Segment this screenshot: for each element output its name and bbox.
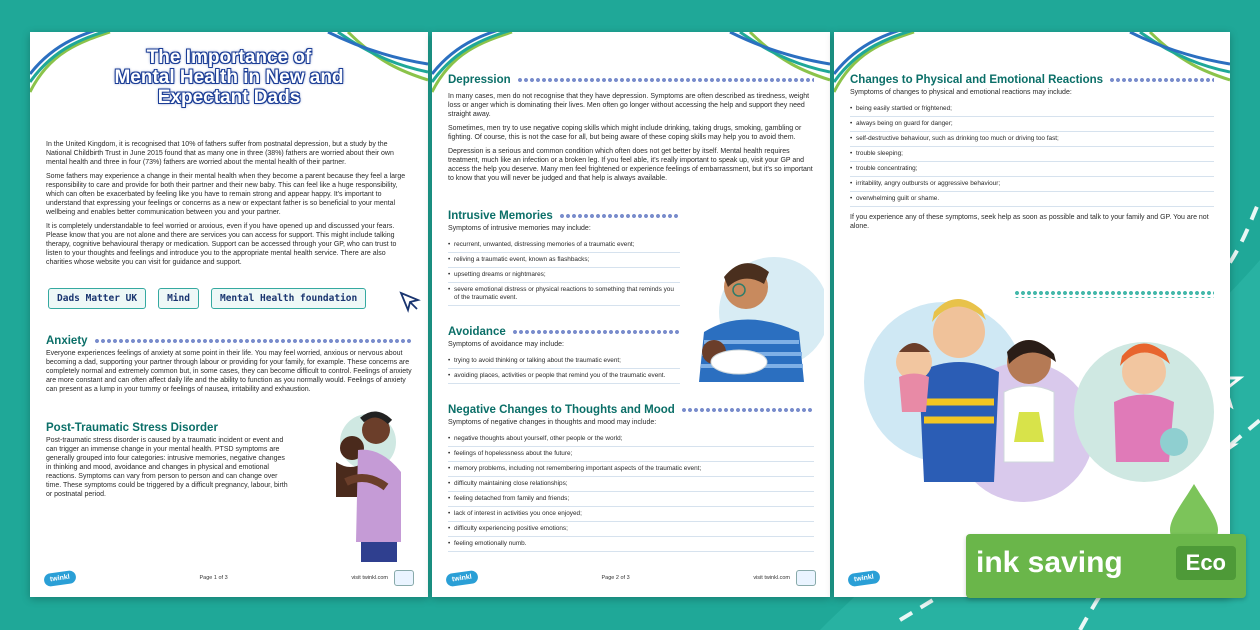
ptsd-section: [46, 422, 288, 504]
link-mind[interactable]: Mind: [158, 288, 199, 309]
intrusive-heading: Intrusive Memories: [448, 210, 553, 222]
ptsd-text: Post-traumatic stress disorder is caused by a traumatic incident or event and can trigger an immense change in your mental health. PTSD symptoms are generally grouped into four categories: intrusive memories, negative changes in thinking and mood, avoidance and changes in physical and emotional reactions. Symptoms can vary from person to person and can change over time. These symptoms could be triggered by a difficult pregnancy, labour, birth or postnatal period.: [46, 437, 288, 498]
eco-label: Eco: [1176, 546, 1236, 580]
link-dads-matter-uk[interactable]: Dads Matter UK: [48, 288, 146, 309]
ink-saving-badge: [966, 534, 1246, 598]
intro-paragraph: Some fathers may experience a change in their mental health when they become a parent because they feel a large responsibility to care and provide for both their partner and their new baby. This can feel like a huge responsibility, which can often be exacerbated by feeling like you have to remain strong and appear happy. It's important to understand that expressing your feelings or concerns as a new or expectant father is so beneficial to your mental wellbeing and enables better communication between you and your partner.: [46, 173, 406, 216]
intrusive-section: [448, 210, 680, 306]
reactions-heading: Changes to Physical and Emotional Reactions: [850, 74, 1104, 86]
list-item: • self-destructive behaviour, such as drinking too much or driving too fast;: [850, 132, 1214, 147]
list-item: • feeling emotionally numb.: [448, 537, 814, 552]
ptsd-heading: Post-Traumatic Stress Disorder: [46, 422, 218, 434]
dot-divider: [559, 213, 680, 219]
support-links: [48, 288, 388, 309]
dot-divider: [512, 329, 680, 335]
page-number: Page 1 of 3: [199, 575, 228, 581]
list-item: • negative thoughts about yourself, other people or the world;: [448, 432, 814, 447]
list-item: • memory problems, including not remembering important aspects of the traumatic event;: [448, 462, 814, 477]
site-link[interactable]: visit twinkl.com: [753, 575, 790, 581]
twinkl-logo[interactable]: twinkl: [43, 569, 76, 586]
list-item: • feelings of hopelessness about the future;: [448, 447, 814, 462]
list-item: • difficulty experiencing positive emotions;: [448, 522, 814, 537]
list-item: • upsetting dreams or nightmares;: [448, 268, 680, 283]
page-footer: [44, 567, 414, 589]
father-holding-baby-illustration: [684, 232, 824, 402]
twinkl-logo[interactable]: twinkl: [847, 569, 880, 586]
twinkl-logo[interactable]: twinkl: [445, 569, 478, 586]
anxiety-section: [46, 335, 412, 399]
list-item: • difficulty maintaining close relationships;: [448, 477, 814, 492]
list-item: • feeling detached from family and friends;: [448, 492, 814, 507]
anxiety-text: Everyone experiences feelings of anxiety at some point in their life. You may feel worried, anxious or nervous about becoming a dad, supporting your partner through labour or providing for your family, for example. These concerns are completely normal and extremely common but, in some cases, they can become difficult to control. Feelings of anxiety are more constant and can often affect daily life and the ability to function as you normally would. Feelings of anxiety can present as a lump in your tummy or feelings of nausea, irritability and exhaustion.: [46, 350, 412, 393]
intro-section: [46, 140, 412, 272]
avoidance-section: [448, 326, 680, 384]
reactions-outro: If you experience any of these symptoms, seek help as soon as possible and talk to your family and GP. You are not alone.: [850, 214, 1209, 230]
list-item: • irritability, angry outbursts or aggressive behaviour;: [850, 177, 1214, 192]
dot-divider: [94, 338, 412, 344]
negative-section: [448, 404, 814, 552]
list-item: • being easily startled or frightened;: [850, 102, 1214, 117]
intro-paragraph: It is completely understandable to feel worried or anxious, even if you have opened up and discussed your fears. Please know that you are not alone and there are services you can access for support. This might include talking therapy, cognitive behavioural therapy or medication. Support can be accessed through your GP, who can trust to listen to your thoughts and feelings and introduce you to the appropriate mental health service. There are also charities whose website you can visit for guidance and support.: [46, 223, 397, 266]
list-item: • trouble sleeping;: [850, 147, 1214, 162]
list-item: • trouble concentrating;: [850, 162, 1214, 177]
depression-paragraph: Sometimes, men try to use negative coping skills which might include drinking, taking drugs, smoking, gambling or fighting. Of course, this is not the case for all, but being aware of these coping skills may help you to avoid them.: [448, 125, 802, 141]
quality-badge-icon: [796, 570, 816, 586]
avoidance-heading: Avoidance: [448, 326, 506, 338]
site-link[interactable]: visit twinkl.com: [351, 575, 388, 581]
intrusive-intro: Symptoms of intrusive memories may include:: [448, 225, 591, 232]
list-item: • overwhelming guilt or shame.: [850, 192, 1214, 207]
intro-paragraph: In the United Kingdom, it is recognised that 10% of fathers suffer from postnatal depression, but a study by the National Childbirth Trust in June 2015 found that as many one in three (38%) fathers are worried about their own mental health and three in four (73%) fathers are worried about the mental health of their partner.: [46, 141, 394, 166]
reactions-section: [850, 74, 1214, 236]
page-footer: [446, 567, 816, 589]
list-item: • severe emotional distress or physical reactions to something that reminds you of the traumatic event.: [448, 283, 680, 306]
negative-intro: Symptoms of negative changes in thoughts and mood may include:: [448, 419, 657, 426]
dot-divider: [1109, 77, 1214, 83]
list-item: • avoiding places, activities or people that remind you of the traumatic event.: [448, 369, 680, 384]
depression-paragraph: Depression is a serious and common condition which often does not get better by itself. Mental health requires treatment, much like an infection or a broken leg. If you feel able, it's really important to speak up, visit your GP and access the help you deserve. Many men feel frightened or experience feelings of embarrassment, but it's so important to know that you will never be judged and that help is always available.: [448, 148, 813, 182]
depression-paragraph: In many cases, men do not recognise that they have depression. Symptoms are often described as tiredness, weight loss or anger which is dominating their lives. Men often go longer without accessing the help and support they need straight away.: [448, 93, 810, 118]
page-title: The Importance of Mental Health in New and Expectant Dads: [114, 47, 344, 108]
ink-saving-label: ink saving: [976, 546, 1123, 579]
negative-heading: Negative Changes to Thoughts and Mood: [448, 404, 675, 416]
page-2: [432, 32, 830, 597]
page-1: [30, 32, 428, 597]
avoidance-intro: Symptoms of avoidance may include:: [448, 341, 564, 348]
reactions-intro: Symptoms of changes to physical and emotional reactions may include:: [850, 89, 1072, 96]
list-item: • reliving a traumatic event, known as flashbacks;: [448, 253, 680, 268]
dot-divider: [517, 77, 814, 83]
list-item: • always being on guard for danger;: [850, 117, 1214, 132]
list-item: • trying to avoid thinking or talking about the traumatic event;: [448, 354, 680, 369]
depression-section: [448, 74, 814, 188]
page-number: Page 2 of 3: [601, 575, 630, 581]
list-item: • recurrent, unwanted, distressing memories of a traumatic event;: [448, 238, 680, 253]
link-mental-health-foundation[interactable]: Mental Health foundation: [211, 288, 366, 309]
dot-divider: [681, 407, 814, 413]
father-holding-child-illustration: [306, 402, 416, 562]
depression-heading: Depression: [448, 74, 511, 86]
cursor-icon: [398, 290, 422, 314]
list-item: • lack of interest in activities you once enjoyed;: [448, 507, 814, 522]
quality-badge-icon: [394, 570, 414, 586]
anxiety-heading: Anxiety: [46, 335, 88, 347]
